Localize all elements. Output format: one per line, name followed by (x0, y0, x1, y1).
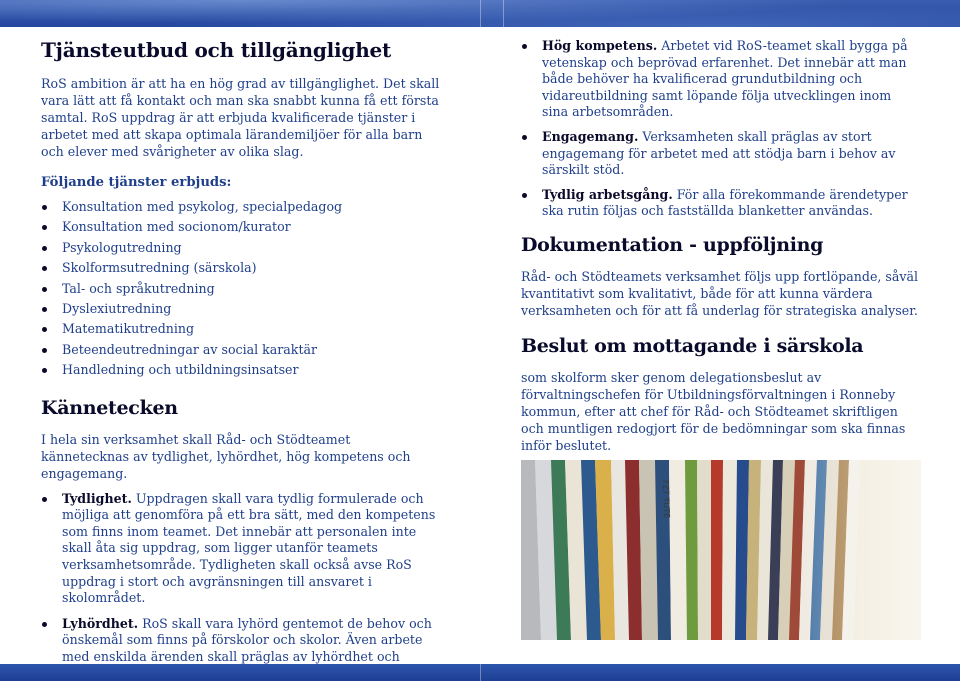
services-heading: Följande tjänster erbjuds: (41, 175, 232, 190)
trait-term: Tydlighet. (62, 490, 132, 506)
top-decorative-band (0, 0, 960, 27)
bottom-band-line (480, 664, 481, 681)
bookshelf-photo (521, 460, 921, 640)
kannetecken-intro: I hela sin verksamhet skall Råd- och Stödteamet kännetecknas av tydlighet, lyhördhet, hög kompetens och engagemang. (41, 431, 411, 481)
list-item: Tal- och språkutredning (41, 279, 441, 299)
trait-term: Lyhördhet. (62, 615, 139, 631)
top-band-line (503, 0, 504, 27)
list-item: Konsultation med socionom/kurator (41, 217, 441, 237)
right-column (521, 38, 921, 454)
trait-text: RoS skall vara lyhörd gentemot de behov och önskemål som finns på förskolor och skolor. Även arbete med enskilda ärenden skall präglas av lyhördhet och (62, 615, 432, 664)
spine-label: FZT TUTE (661, 479, 672, 519)
trait-text: För alla förekommande ärendetyper ska rutin följas och fastställda blanketter användas. (542, 186, 908, 219)
list-item: Konsultation med psykolog, specialpedagog (41, 197, 441, 217)
list-item: Beteendeutredningar av social karaktär (41, 340, 441, 360)
bookshelf-illustration (521, 460, 921, 640)
list-item: Skolformsutredning (särskola) (41, 258, 441, 278)
trait-item (41, 491, 441, 607)
list-item: Handledning och utbildningsinsatser (41, 360, 441, 380)
trait-term: Tydlig arbetsgång. (542, 186, 673, 202)
list-item: Psykologutredning (41, 238, 441, 258)
beslut-paragraph: som skolform sker genom delegationsbeslut av förvaltningschefen för Utbildningsförvaltningen i Ronneby kommun, efter att chef för Råd- och Stödteamet skriftligen och muntligen redogjort för de bedömningar som ska finnas inför beslutet. (521, 369, 906, 453)
kannetecken-title: Kännetecken (41, 396, 178, 419)
trait-text: Verksamheten skall präglas av stort engagemang för arbetet med att stödja barn i behov av särskilt stöd. (542, 128, 896, 178)
trait-term: Engagemang. (542, 128, 639, 144)
dokumentation-paragraph: Råd- och Stödteamets verksamhet följs upp fortlöpande, såväl kvantitativt som kvalitativt, både för att kunna värdera verksamheten och för att få underlag för strategiska analyser. (521, 268, 919, 318)
services-title: Tjänsteutbud och tillgänglighet (41, 38, 392, 62)
list-item: Dyslexiutredning (41, 299, 441, 319)
beslut-title: Beslut om mottagande i särskola (521, 334, 864, 357)
dokumentation-title: Dokumentation - uppföljning (521, 233, 824, 256)
trait-item (521, 129, 921, 179)
trait-text: Arbetet vid RoS-teamet skall bygga på vetenskap och beprövad erfarenhet. Det innebär att man både behöver ha kvalificerad grundutbildning och vidareutbildning samt löpande följa utvecklingen inom sina arbetsområden. (542, 38, 908, 120)
right-traits-list (521, 38, 921, 220)
photo-light-overlay (521, 460, 921, 640)
list-item: Matematikutredning (41, 319, 441, 339)
services-list (41, 197, 441, 381)
trait-term: Hög kompetens. (542, 38, 658, 53)
bottom-decorative-band (0, 664, 960, 681)
trait-item (521, 187, 921, 220)
top-band-line (480, 0, 481, 27)
trait-text: Uppdragen skall vara tydlig formulerade och möjliga att genomföra på ett bra sätt, med den kompetens som finns inom teamet. Det innebär att personalen inte skall åta sig uppdrag, som ligger utanför teamets verksamhetsområde. Tydligheten skall också avse RoS uppdrag i stort och avgränsningen till ansvaret i skolområdet. (62, 490, 436, 606)
trait-item (521, 38, 921, 121)
left-column (41, 30, 441, 682)
left-traits-list (41, 491, 441, 682)
intro-paragraph: RoS ambition är att ha en hög grad av tillgänglighet. Det skall vara lätt att få kontakt och man ska snabbt kunna få ett första samtal. RoS uppdrag är att erbjuda kvalificerade tjänster i arbetet med att skapa optimala lärandemiljöer för alla barn och elever med svårigheter av olika slag. (41, 76, 440, 159)
